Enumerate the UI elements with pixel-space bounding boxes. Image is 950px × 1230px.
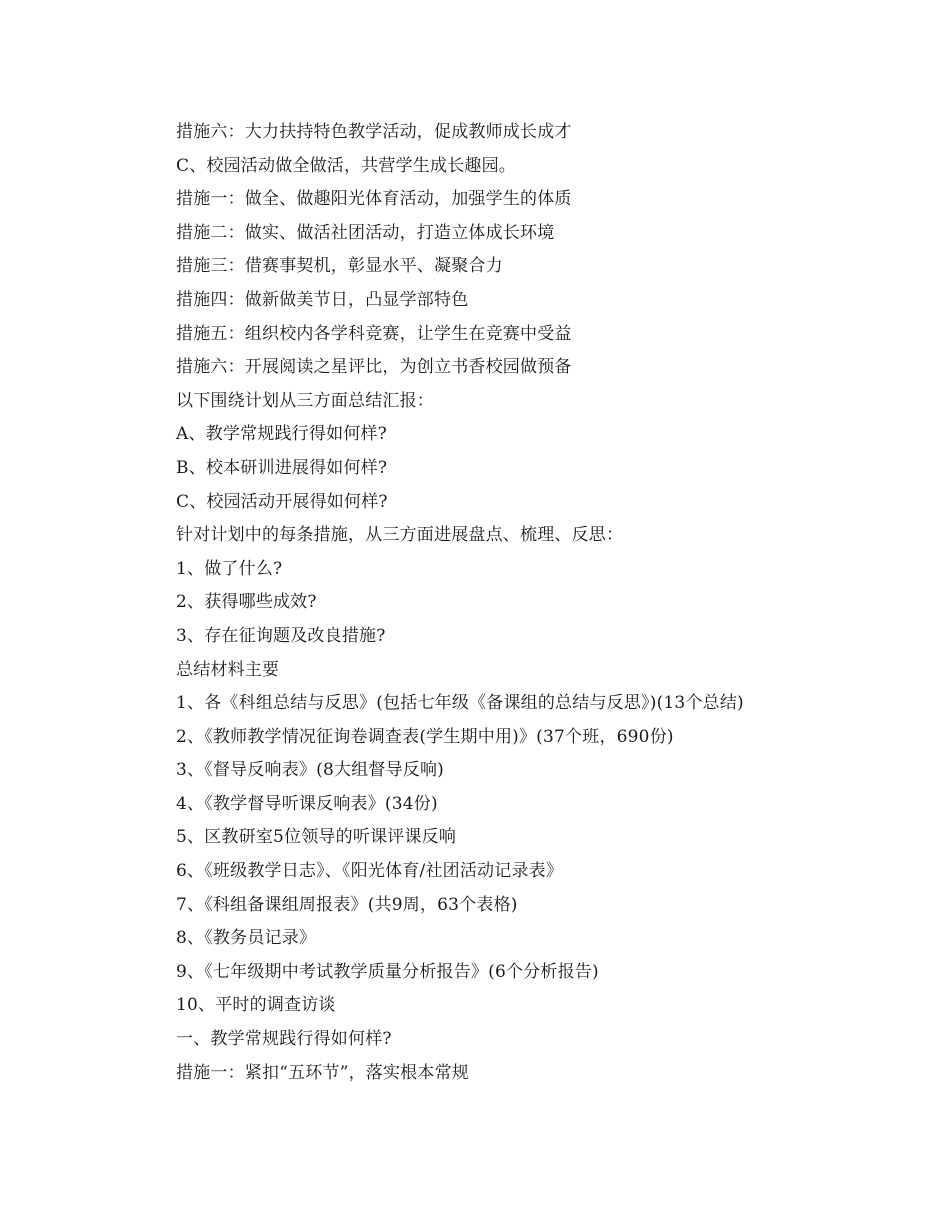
text-line: 7、《科组备课组周报表》(共9周，63个表格) (176, 894, 518, 915)
text-line: 措施一：做全、做趣阳光体育活动，加强学生的体质 (176, 189, 572, 210)
text-line: 6、《班级教学日志》、《阳光体育/社团活动记录表》 (176, 861, 564, 882)
text-line: 针对计划中的每条措施，从三方面进展盘点、梳理、反思： (176, 525, 624, 546)
text-line: 3、《督导反响表》(8大组督导反响) (176, 760, 444, 781)
text-line: C、校园活动做全做活，共营学生成长趣园。 (176, 155, 517, 176)
text-line: 措施二：做实、做活社团活动，打造立体成长环境 (176, 222, 555, 243)
text-line: 9、《七年级期中考试教学质量分析报告》(6个分析报告) (176, 961, 599, 982)
text-line: 2、获得哪些成效? (176, 592, 317, 613)
text-line: 措施五：组织校内各学科竞赛，让学生在竞赛中受益 (176, 323, 572, 344)
text-line: A、教学常规践行得如何样? (176, 424, 387, 445)
document-body (176, 116, 876, 1090)
text-line: 以下围绕计划从三方面总结汇报： (176, 390, 434, 411)
text-line: 2、《教师教学情况征询卷调查表(学生期中用)》(37个班，690份) (176, 726, 674, 747)
text-line: 措施四：做新做美节日，凸显学部特色 (176, 289, 469, 310)
text-line: 措施三：借赛事契机，彰显水平、凝聚合力 (176, 256, 503, 277)
text-line: 措施六：大力扶持特色教学活动，促成教师成长成才 (176, 122, 572, 142)
text-line: 5、区教研室5位领导的听课评课反响 (176, 827, 457, 848)
text-line: 10、平时的调查访谈 (176, 995, 336, 1016)
text-line: 措施一：紧扣“五环节”，落实根本常规 (176, 1062, 469, 1083)
text-line: 措施六：开展阅读之星评比，为创立书香校园做预备 (176, 357, 572, 378)
text-line: C、校园活动开展得如何样? (176, 491, 388, 512)
text-line: 3、存在征询题及改良措施? (176, 625, 386, 646)
text-line: 8、《教务员记录》 (176, 928, 317, 949)
text-line: 1、做了什么? (176, 558, 283, 579)
text-line: B、校本研训进展得如何样? (176, 457, 388, 478)
text-line: 总结材料主要 (176, 659, 280, 680)
text-line: 1、各《科组总结与反思》(包括七年级《备课组的总结与反思》)(13个总结) (176, 693, 744, 714)
text-line: 4、《教学督导听课反响表》(34份) (176, 793, 438, 814)
text-line: 一、教学常规践行得如何样? (176, 1029, 392, 1050)
